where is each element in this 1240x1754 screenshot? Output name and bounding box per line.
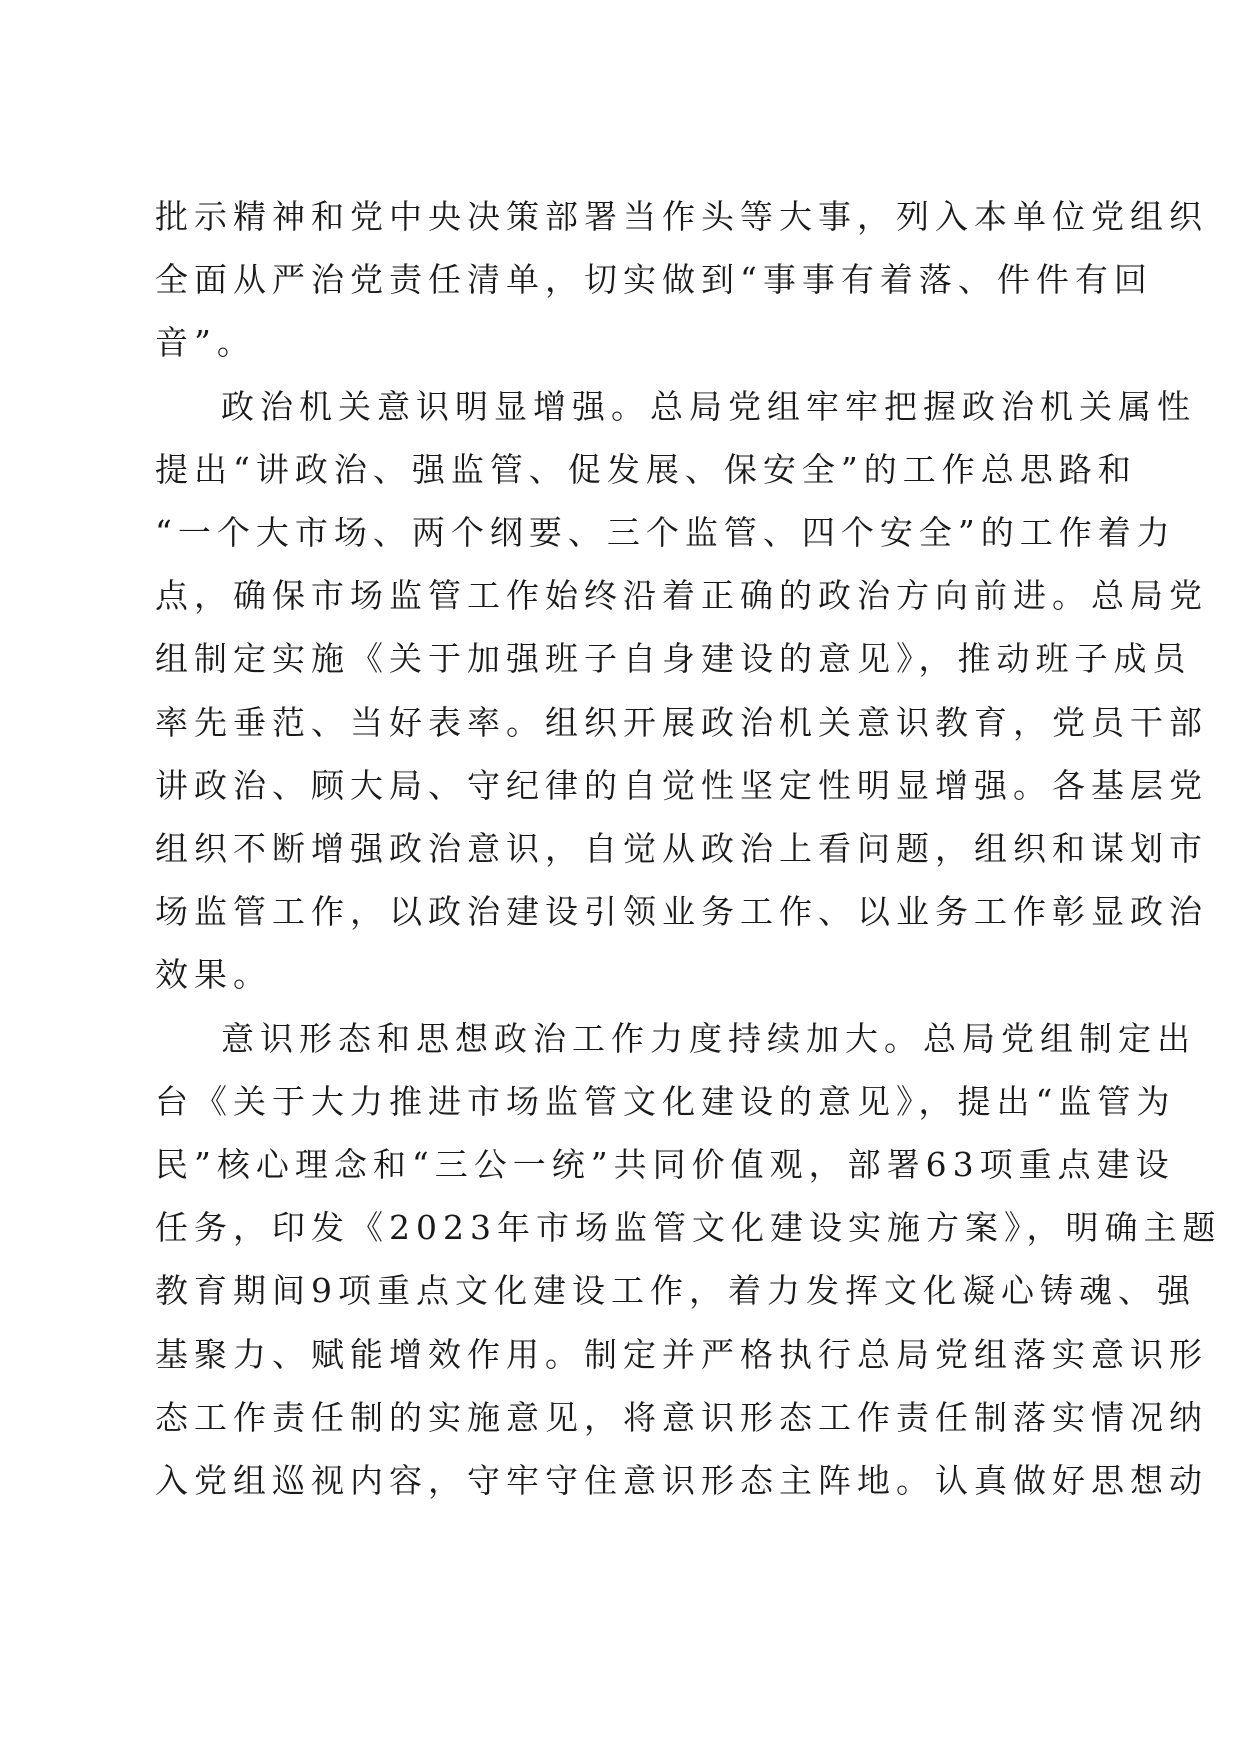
text-line: 提出“讲政治、强监管、促发展、保安全”的工作总思路和 bbox=[155, 449, 1137, 489]
text-line: 台《关于大力推进市场监管文化建设的意见》，提出“监管为 bbox=[155, 1081, 1176, 1121]
document-body bbox=[155, 185, 1222, 1512]
text-line: 讲政治、顾大局、守纪律的自觉性坚定性明显增强。各基层党 bbox=[155, 765, 1208, 805]
text-line: 态工作责任制的实施意见，将意识形态工作责任制落实情况纳 bbox=[155, 1397, 1208, 1437]
text-line: 批示精神和党中央决策部署当作头等大事，列入本单位党组织 bbox=[155, 197, 1208, 236]
text-line: 音”。 bbox=[155, 323, 256, 363]
text-line: 民”核心理念和“三公一统”共同价值观，部署63项重点建设 bbox=[155, 1145, 1175, 1185]
text-line: 基聚力、赋能增效作用。制定并严格执行总局党组落实意识形 bbox=[155, 1334, 1208, 1374]
text-line: “一个大市场、两个纲要、三个监管、四个安全”的工作着力 bbox=[155, 513, 1176, 553]
text-line: 效果。 bbox=[155, 955, 272, 995]
text-line: 率先垂范、当好表率。组织开展政治机关意识教育，党员干部 bbox=[155, 702, 1208, 742]
text-line: 政治机关意识明显增强。总局党组牢牢把握政治机关属性 bbox=[221, 386, 1196, 426]
text-line: 入党组巡视内容，守牢守住意识形态主阵地。认真做好思想动 bbox=[155, 1461, 1208, 1501]
text-line: 全面从严治党责任清单，切实做到“事事有着落、件件有回 bbox=[155, 260, 1153, 300]
text-line: 点，确保市场监管工作始终沿着正确的政治方向前进。总局党 bbox=[155, 576, 1208, 616]
text-line: 意识形态和思想政治工作力度持续加大。总局党组制定出 bbox=[221, 1018, 1196, 1058]
text-line: 组制定实施《关于加强班子自身建设的意见》，推动班子成员 bbox=[155, 639, 1192, 679]
text-line: 场监管工作，以政治建设引领业务工作、以业务工作彰显政治 bbox=[155, 892, 1208, 932]
text-line: 任务，印发《2023年市场监管文化建设实施方案》，明确主题 bbox=[155, 1208, 1222, 1248]
text-line: 组织不断增强政治意识，自觉从政治上看问题，组织和谋划市 bbox=[155, 829, 1208, 869]
paragraph-2 bbox=[155, 375, 1208, 1007]
text-line: 教育期间9项重点文化建设工作，着力发挥文化凝心铸魂、强 bbox=[155, 1271, 1196, 1311]
paragraph-1 bbox=[155, 185, 1208, 375]
paragraph-3 bbox=[155, 1007, 1222, 1513]
